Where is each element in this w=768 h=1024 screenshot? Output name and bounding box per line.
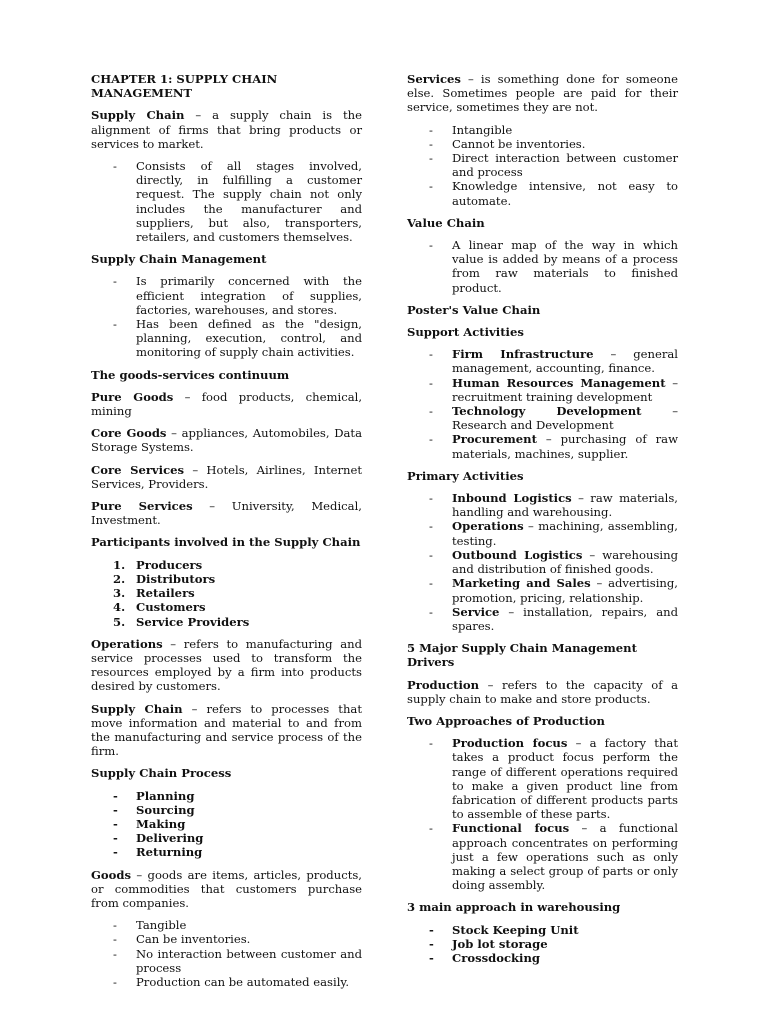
definition: – Research and Development <box>452 404 679 433</box>
definition: – goods are items, articles, products, or commodities that customers purchase from companies. <box>91 867 362 910</box>
scm-heading: Supply Chain Management <box>91 252 267 267</box>
term: Core Goods <box>91 426 167 441</box>
term: Operations <box>91 636 163 651</box>
list-item: - Sourcing <box>91 803 362 817</box>
list-item: - Knowledge intensive, not easy to automate. <box>407 179 678 207</box>
list-item <box>407 576 678 604</box>
primary-list <box>407 491 678 633</box>
pure-services-definition <box>91 499 362 527</box>
left-column <box>91 72 362 997</box>
support-list <box>407 347 678 461</box>
definition: – refers to processes that move information and material to and from the manufacturing and service process of the firm. <box>91 701 362 759</box>
list-item: - Job lot storage <box>407 937 678 951</box>
definition: – a supply chain is the alignment of firms that bring products or services to market. <box>91 108 362 151</box>
definition: – food products, chemical, mining <box>91 389 363 419</box>
term: Pure Services <box>91 499 193 514</box>
value-chain-heading: Value Chain <box>407 215 485 230</box>
definition: – refers to manufacturing and service processes used to transform the resources employed by a firm into products desired by customers. <box>91 636 362 694</box>
term: Services <box>407 72 461 86</box>
warehousing-list <box>407 923 678 966</box>
value-chain-list <box>407 238 678 295</box>
list-item: - Making <box>91 817 362 831</box>
list-item-label: Distributors <box>136 571 216 586</box>
operations-definition <box>91 637 362 694</box>
list-number: 3. <box>113 586 126 601</box>
list-item <box>407 376 678 404</box>
poster-heading: Poster's Value Chain <box>407 302 541 317</box>
list-item: - Planning <box>91 789 362 803</box>
list-item <box>407 736 678 821</box>
supply-chain-list <box>91 159 362 244</box>
supply-chain-definition <box>91 108 362 151</box>
list-number: 4. <box>113 600 126 615</box>
term: Functional focus <box>452 821 570 836</box>
definition: – raw materials, handling and warehousing. <box>452 491 678 520</box>
supply-chain-definition-2 <box>91 702 362 759</box>
process-heading: Supply Chain Process <box>91 766 232 781</box>
list-item: - Consists of all stages involved, directly, in fulfilling a customer request. The supply chain not only includes the manufacturer and suppliers, but also, transporters, retailers, and customers themselves. <box>91 159 362 244</box>
definition: – machining, assembling, testing. <box>452 519 678 548</box>
definition: – is something done for someone else. Sometimes people are paid for their service, sometimes they are not. <box>407 72 678 115</box>
list-number: 2. <box>113 571 126 586</box>
term: Service <box>452 604 500 619</box>
term: Firm Infrastructure <box>452 347 594 362</box>
definition: – installation, repairs, and spares. <box>452 604 678 633</box>
definition: – refers to the capacity of a supply chain to make and store products. <box>407 677 678 706</box>
term: Inbound Logistics <box>452 491 572 506</box>
term: Outbound Logistics <box>452 547 583 562</box>
term: Pure Goods <box>91 389 174 404</box>
definition: – advertising, promotion, pricing, relationship. <box>452 576 678 605</box>
list-item: - Intangible <box>407 123 678 137</box>
list-item: - Stock Keeping Unit <box>407 923 678 937</box>
list-item: - Returning <box>91 845 362 859</box>
term: Operations <box>452 519 524 534</box>
list-item <box>91 600 362 614</box>
continuum-heading: The goods-services continuum <box>91 367 290 382</box>
list-item: - Tangible <box>91 918 362 932</box>
list-item: - Crossdocking <box>407 951 678 965</box>
process-list <box>91 789 362 860</box>
chapter-title: CHAPTER 1: SUPPLY CHAIN MANAGEMENT <box>91 72 278 101</box>
term: Marketing and Sales <box>452 576 591 591</box>
right-column <box>407 72 678 973</box>
term: Supply Chain <box>91 108 185 123</box>
participants-heading: Participants involved in the Supply Chain <box>91 535 361 550</box>
list-item <box>407 548 678 576</box>
approaches-list <box>407 736 678 892</box>
support-heading: Support Activities <box>407 325 524 340</box>
goods-definition <box>91 868 362 911</box>
list-number: 5. <box>113 614 126 629</box>
list-item: - Direct interaction between customer and process <box>407 151 678 179</box>
term: Technology Development <box>452 404 642 419</box>
participants-list <box>91 558 362 629</box>
definition: – warehousing and distribution of finished goods. <box>452 547 678 577</box>
pure-goods-definition <box>91 390 362 418</box>
list-item: - Can be inventories. <box>91 932 362 946</box>
services-list <box>407 123 678 208</box>
primary-heading: Primary Activities <box>407 468 524 483</box>
list-item: - Is primarily concerned with the efficient integration of supplies, factories, warehouses, and stores. <box>91 274 362 317</box>
list-item <box>407 347 678 375</box>
list-item <box>91 572 362 586</box>
definition: – appliances, Automobiles, Data Storage Systems. <box>91 426 362 455</box>
list-item: - Production can be automated easily. <box>91 975 362 989</box>
list-item-label: Customers <box>136 600 206 615</box>
list-item: - Cannot be inventories. <box>407 137 678 151</box>
list-item <box>407 491 678 519</box>
list-item <box>407 432 678 460</box>
list-item-label: Service Providers <box>136 614 250 629</box>
definition: – a functional approach concentrates on performing just a few operations such as only making a select group of parts or only doing assembly. <box>452 821 678 893</box>
warehousing-heading: 3 main approach in warehousing <box>407 900 621 915</box>
list-item <box>407 605 678 633</box>
core-goods-definition <box>91 426 362 454</box>
production-definition <box>407 678 678 706</box>
definition: – Hotels, Airlines, Internet Services, Providers. <box>91 462 362 491</box>
list-number: 1. <box>113 557 126 572</box>
services-definition <box>407 72 678 115</box>
core-services-definition <box>91 463 362 491</box>
drivers-heading: 5 Major Supply Chain Management Drivers <box>407 641 637 670</box>
term: Production <box>407 677 480 692</box>
list-item: - Has been defined as the "design, planning, execution, control, and monitoring of supply chain activities. <box>91 317 362 360</box>
list-item <box>407 821 678 892</box>
definition: – University, Medical, Investment. <box>91 499 362 528</box>
list-item: - No interaction between customer and process <box>91 947 362 975</box>
term: Supply Chain <box>91 701 183 716</box>
goods-list <box>91 918 362 989</box>
term: Procurement <box>452 432 537 447</box>
list-item <box>407 519 678 547</box>
list-item <box>91 586 362 600</box>
term: Goods <box>91 867 132 882</box>
term: Production focus <box>452 736 568 751</box>
list-item: - A linear map of the way in which value is added by means of a process from raw materials to finished product. <box>407 238 678 295</box>
list-item <box>91 615 362 629</box>
term: Human Resources Management <box>452 375 666 390</box>
list-item-label: Retailers <box>136 586 195 601</box>
term: Core Services <box>91 462 185 477</box>
definition: – a factory that takes a product focus perform the range of different operations required to make a given product line from fabrication of different products parts to assemble of these parts. <box>452 736 678 822</box>
definition: – recruitment training development <box>452 375 679 404</box>
definition: – general management, accounting, finance. <box>452 347 678 376</box>
definition: – purchasing of raw materials, machines, supplier. <box>452 432 678 461</box>
scm-list <box>91 274 362 359</box>
list-item <box>91 558 362 572</box>
approaches-heading: Two Approaches of Production <box>407 713 605 728</box>
list-item <box>407 404 678 432</box>
list-item: - Delivering <box>91 831 362 845</box>
list-item-label: Producers <box>136 557 203 572</box>
